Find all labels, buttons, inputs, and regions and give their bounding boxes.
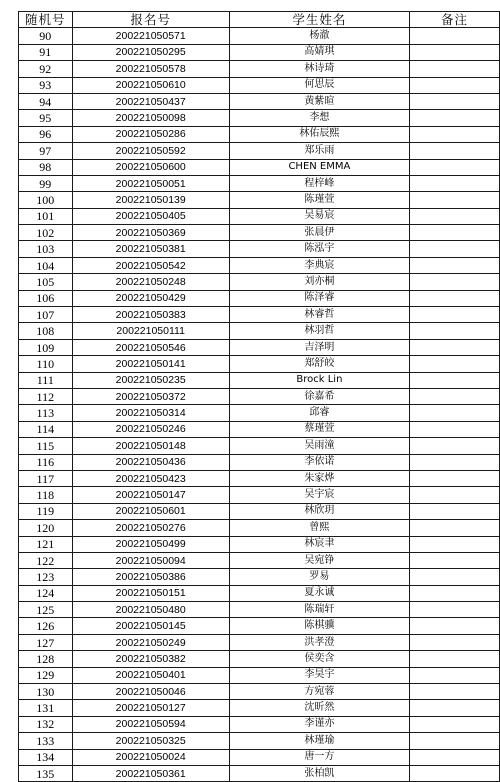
- remarks-cell: [409, 274, 499, 290]
- student-name-cell: 朱家烨: [229, 470, 409, 486]
- table-row: [19, 356, 500, 372]
- random-number-cell: 127: [19, 634, 73, 650]
- remarks-cell: [409, 684, 499, 700]
- random-number-cell: 107: [19, 307, 73, 323]
- random-number-cell: 95: [19, 110, 73, 126]
- table-row: [19, 749, 500, 765]
- registration-number-cell: 200221050382: [72, 651, 229, 667]
- random-number-cell: 129: [19, 667, 73, 683]
- remarks-cell: [409, 651, 499, 667]
- remarks-cell: [409, 487, 499, 503]
- student-name-cell: 陈泽睿: [229, 290, 409, 306]
- student-name-cell: 林羽哲: [229, 323, 409, 339]
- table-row: [19, 372, 500, 388]
- registration-number-cell: 200221050046: [72, 684, 229, 700]
- student-name-cell: 吴宛铮: [229, 552, 409, 568]
- student-name-cell: CHEN EMMA: [229, 159, 409, 175]
- registration-number-cell: 200221050024: [72, 749, 229, 765]
- remarks-cell: [409, 110, 499, 126]
- random-number-cell: 108: [19, 323, 73, 339]
- registration-number-cell: 200221050145: [72, 618, 229, 634]
- table-row: [19, 290, 500, 306]
- random-number-cell: 104: [19, 257, 73, 273]
- student-name-cell: 侯奕含: [229, 651, 409, 667]
- remarks-cell: [409, 618, 499, 634]
- registration-number-cell: 200221050361: [72, 765, 229, 781]
- registration-number-cell: 200221050295: [72, 44, 229, 60]
- registration-number-cell: 200221050148: [72, 438, 229, 454]
- random-number-cell: 114: [19, 421, 73, 437]
- table-row: [19, 323, 500, 339]
- registration-number-cell: 200221050601: [72, 503, 229, 519]
- random-number-cell: 119: [19, 503, 73, 519]
- table-row: [19, 520, 500, 536]
- student-name-cell: 罗易: [229, 569, 409, 585]
- remarks-cell: [409, 585, 499, 601]
- student-name-cell: 李昊宇: [229, 667, 409, 683]
- table-row: [19, 241, 500, 257]
- random-number-cell: 98: [19, 159, 73, 175]
- header-remarks: 备注: [409, 12, 499, 28]
- registration-number-cell: 200221050401: [72, 667, 229, 683]
- random-number-cell: 99: [19, 175, 73, 191]
- random-number-cell: 131: [19, 700, 73, 716]
- registration-number-cell: 200221050314: [72, 405, 229, 421]
- student-name-cell: 李想: [229, 110, 409, 126]
- registration-number-cell: 200221050325: [72, 733, 229, 749]
- student-name-cell: 林佑辰熙: [229, 126, 409, 142]
- table-row: [19, 225, 500, 241]
- random-number-cell: 102: [19, 225, 73, 241]
- remarks-cell: [409, 208, 499, 224]
- table-row: [19, 503, 500, 519]
- random-number-cell: 92: [19, 61, 73, 77]
- student-name-cell: 徐嘉希: [229, 388, 409, 404]
- remarks-cell: [409, 602, 499, 618]
- table-row: [19, 388, 500, 404]
- table-row: [19, 602, 500, 618]
- student-name-cell: 张晨伊: [229, 225, 409, 241]
- random-number-cell: 117: [19, 470, 73, 486]
- student-name-cell: 林宸聿: [229, 536, 409, 552]
- registration-number-cell: 200221050127: [72, 700, 229, 716]
- registration-number-cell: 200221050423: [72, 470, 229, 486]
- student-name-cell: 林睿哲: [229, 307, 409, 323]
- registration-number-cell: 200221050383: [72, 307, 229, 323]
- header-random-number: 随机号: [19, 12, 73, 28]
- registration-number-cell: 200221050369: [72, 225, 229, 241]
- student-name-cell: 高婧琪: [229, 44, 409, 60]
- table-row: [19, 274, 500, 290]
- registration-number-cell: 200221050111: [72, 323, 229, 339]
- remarks-cell: [409, 700, 499, 716]
- registration-number-cell: 200221050405: [72, 208, 229, 224]
- table-row: [19, 569, 500, 585]
- student-name-cell: 郑乐雨: [229, 143, 409, 159]
- student-name-cell: 吴宇宸: [229, 487, 409, 503]
- remarks-cell: [409, 61, 499, 77]
- student-name-cell: 夏永诚: [229, 585, 409, 601]
- table-row: [19, 159, 500, 175]
- remarks-cell: [409, 159, 499, 175]
- random-number-cell: 134: [19, 749, 73, 765]
- registration-number-cell: 200221050235: [72, 372, 229, 388]
- table-body: [19, 28, 500, 782]
- remarks-cell: [409, 503, 499, 519]
- remarks-cell: [409, 323, 499, 339]
- remarks-cell: [409, 28, 499, 44]
- random-number-cell: 121: [19, 536, 73, 552]
- table-row: [19, 765, 500, 781]
- student-name-cell: 李典宸: [229, 257, 409, 273]
- student-name-cell: 吉泽明: [229, 339, 409, 355]
- table-row: [19, 257, 500, 273]
- student-name-cell: 沈昕然: [229, 700, 409, 716]
- random-number-cell: 106: [19, 290, 73, 306]
- table-row: [19, 28, 500, 44]
- random-number-cell: 123: [19, 569, 73, 585]
- registration-number-cell: 200221050098: [72, 110, 229, 126]
- header-student-name: 学生姓名: [229, 12, 409, 28]
- remarks-cell: [409, 470, 499, 486]
- table-row: [19, 77, 500, 93]
- remarks-cell: [409, 438, 499, 454]
- registration-number-cell: 200221050571: [72, 28, 229, 44]
- table-row: [19, 651, 500, 667]
- random-number-cell: 124: [19, 585, 73, 601]
- random-number-cell: 109: [19, 339, 73, 355]
- remarks-cell: [409, 667, 499, 683]
- registration-number-cell: 200221050429: [72, 290, 229, 306]
- remarks-cell: [409, 192, 499, 208]
- random-number-cell: 111: [19, 372, 73, 388]
- header-row: [19, 12, 500, 28]
- random-number-cell: 110: [19, 356, 73, 372]
- random-number-cell: 101: [19, 208, 73, 224]
- table-row: [19, 421, 500, 437]
- table-row: [19, 208, 500, 224]
- remarks-cell: [409, 454, 499, 470]
- random-number-cell: 118: [19, 487, 73, 503]
- table-row: [19, 192, 500, 208]
- registration-number-cell: 200221050094: [72, 552, 229, 568]
- remarks-cell: [409, 126, 499, 142]
- table-row: [19, 634, 500, 650]
- table-header: [19, 12, 500, 28]
- header-registration-number: 报名号: [72, 12, 229, 28]
- student-name-cell: 林瑾瑜: [229, 733, 409, 749]
- student-name-cell: 林诗琦: [229, 61, 409, 77]
- table-row: [19, 684, 500, 700]
- random-number-cell: 91: [19, 44, 73, 60]
- random-number-cell: 93: [19, 77, 73, 93]
- registration-number-cell: 200221050436: [72, 454, 229, 470]
- student-name-cell: 吴雨潼: [229, 438, 409, 454]
- table-row: [19, 470, 500, 486]
- remarks-cell: [409, 356, 499, 372]
- registration-number-cell: 200221050437: [72, 93, 229, 109]
- table-row: [19, 716, 500, 732]
- table-row: [19, 143, 500, 159]
- registration-number-cell: 200221050578: [72, 61, 229, 77]
- random-number-cell: 133: [19, 733, 73, 749]
- registration-number-cell: 200221050246: [72, 421, 229, 437]
- random-number-cell: 97: [19, 143, 73, 159]
- registration-number-cell: 200221050480: [72, 602, 229, 618]
- remarks-cell: [409, 307, 499, 323]
- remarks-cell: [409, 290, 499, 306]
- table-row: [19, 438, 500, 454]
- remarks-cell: [409, 421, 499, 437]
- registration-number-cell: 200221050592: [72, 143, 229, 159]
- remarks-cell: [409, 257, 499, 273]
- table-row: [19, 93, 500, 109]
- remarks-cell: [409, 44, 499, 60]
- random-number-cell: 125: [19, 602, 73, 618]
- student-roster-table: [18, 11, 500, 782]
- registration-number-cell: 200221050499: [72, 536, 229, 552]
- random-number-cell: 105: [19, 274, 73, 290]
- remarks-cell: [409, 716, 499, 732]
- student-name-cell: 邱睿: [229, 405, 409, 421]
- remarks-cell: [409, 520, 499, 536]
- table-row: [19, 126, 500, 142]
- random-number-cell: 90: [19, 28, 73, 44]
- remarks-cell: [409, 225, 499, 241]
- random-number-cell: 126: [19, 618, 73, 634]
- registration-number-cell: 200221050249: [72, 634, 229, 650]
- registration-number-cell: 200221050139: [72, 192, 229, 208]
- student-name-cell: 杨澈: [229, 28, 409, 44]
- student-name-cell: Brock Lin: [229, 372, 409, 388]
- table-row: [19, 552, 500, 568]
- registration-number-cell: 200221050147: [72, 487, 229, 503]
- table-row: [19, 307, 500, 323]
- remarks-cell: [409, 175, 499, 191]
- random-number-cell: 120: [19, 520, 73, 536]
- table-row: [19, 536, 500, 552]
- table-row: [19, 618, 500, 634]
- random-number-cell: 115: [19, 438, 73, 454]
- student-name-cell: 方宛蓉: [229, 684, 409, 700]
- registration-number-cell: 200221050286: [72, 126, 229, 142]
- random-number-cell: 112: [19, 388, 73, 404]
- student-name-cell: 陈瑾萱: [229, 192, 409, 208]
- registration-number-cell: 200221050151: [72, 585, 229, 601]
- remarks-cell: [409, 569, 499, 585]
- table-row: [19, 44, 500, 60]
- student-name-cell: 陈瑞轩: [229, 602, 409, 618]
- registration-number-cell: 200221050141: [72, 356, 229, 372]
- student-name-cell: 吴易宸: [229, 208, 409, 224]
- student-name-cell: 林欣玥: [229, 503, 409, 519]
- registration-number-cell: 200221050276: [72, 520, 229, 536]
- random-number-cell: 116: [19, 454, 73, 470]
- random-number-cell: 130: [19, 684, 73, 700]
- registration-number-cell: 200221050546: [72, 339, 229, 355]
- student-name-cell: 陈泓宇: [229, 241, 409, 257]
- remarks-cell: [409, 405, 499, 421]
- registration-number-cell: 200221050051: [72, 175, 229, 191]
- table-row: [19, 487, 500, 503]
- student-name-cell: 何思辰: [229, 77, 409, 93]
- student-name-cell: 黄紫暄: [229, 93, 409, 109]
- random-number-cell: 94: [19, 93, 73, 109]
- remarks-cell: [409, 339, 499, 355]
- student-name-cell: 刘亦桐: [229, 274, 409, 290]
- student-name-cell: 唐一方: [229, 749, 409, 765]
- registration-number-cell: 200221050381: [72, 241, 229, 257]
- student-name-cell: 李依诺: [229, 454, 409, 470]
- remarks-cell: [409, 634, 499, 650]
- random-number-cell: 135: [19, 765, 73, 781]
- table-row: [19, 454, 500, 470]
- remarks-cell: [409, 241, 499, 257]
- student-name-cell: 洪孝澄: [229, 634, 409, 650]
- remarks-cell: [409, 93, 499, 109]
- random-number-cell: 96: [19, 126, 73, 142]
- table-row: [19, 110, 500, 126]
- table-row: [19, 667, 500, 683]
- registration-number-cell: 200221050372: [72, 388, 229, 404]
- random-number-cell: 122: [19, 552, 73, 568]
- table-row: [19, 405, 500, 421]
- table-row: [19, 61, 500, 77]
- table-row: [19, 175, 500, 191]
- remarks-cell: [409, 388, 499, 404]
- student-name-cell: 陈棋骥: [229, 618, 409, 634]
- registration-number-cell: 200221050594: [72, 716, 229, 732]
- remarks-cell: [409, 372, 499, 388]
- random-number-cell: 132: [19, 716, 73, 732]
- student-name-cell: 李谨亦: [229, 716, 409, 732]
- student-name-cell: 郑舒皎: [229, 356, 409, 372]
- registration-number-cell: 200221050248: [72, 274, 229, 290]
- table-row: [19, 339, 500, 355]
- registration-number-cell: 200221050600: [72, 159, 229, 175]
- table-row: [19, 700, 500, 716]
- student-name-cell: 程梓峰: [229, 175, 409, 191]
- random-number-cell: 113: [19, 405, 73, 421]
- random-number-cell: 128: [19, 651, 73, 667]
- student-name-cell: 曾熙: [229, 520, 409, 536]
- remarks-cell: [409, 536, 499, 552]
- registration-number-cell: 200221050386: [72, 569, 229, 585]
- registration-number-cell: 200221050610: [72, 77, 229, 93]
- remarks-cell: [409, 749, 499, 765]
- student-name-cell: 张柏凯: [229, 765, 409, 781]
- remarks-cell: [409, 77, 499, 93]
- student-name-cell: 蔡瑾萱: [229, 421, 409, 437]
- registration-number-cell: 200221050542: [72, 257, 229, 273]
- remarks-cell: [409, 143, 499, 159]
- remarks-cell: [409, 765, 499, 781]
- table-row: [19, 585, 500, 601]
- random-number-cell: 100: [19, 192, 73, 208]
- remarks-cell: [409, 552, 499, 568]
- random-number-cell: 103: [19, 241, 73, 257]
